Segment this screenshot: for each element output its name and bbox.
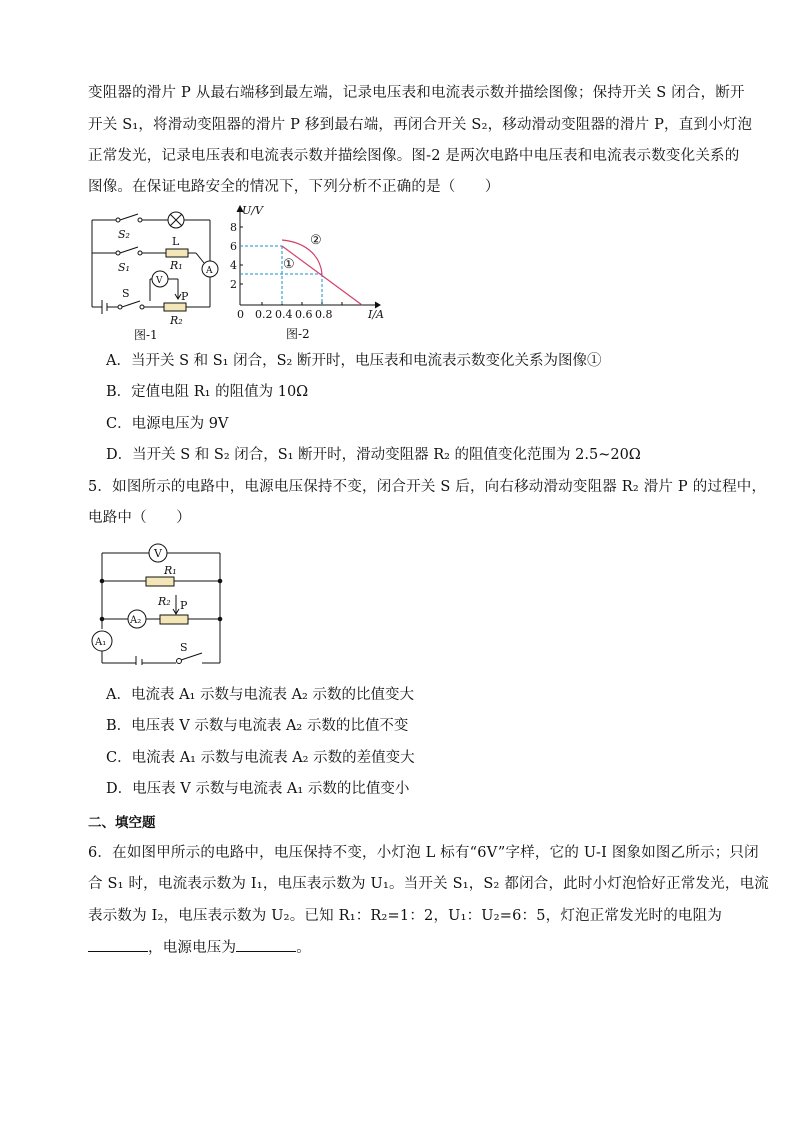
label-l: L xyxy=(172,235,180,248)
curve-2-label: ② xyxy=(310,233,322,248)
ylabel: U/V xyxy=(242,204,263,217)
xtick-0-2: 0.2 xyxy=(255,308,273,321)
q4-option-c: C．电源电压为 9V xyxy=(106,416,229,432)
answer-blank-voltage[interactable] xyxy=(236,937,296,952)
q4-option-b: B．定值电阻 R₁ 的阻值为 10Ω xyxy=(106,384,309,400)
xtick-0-8: 0.8 xyxy=(315,308,333,321)
q4-ui-graph xyxy=(228,200,398,345)
label-voltmeter: V xyxy=(156,276,163,286)
label-p: P xyxy=(181,290,189,303)
answer-blank-resistance[interactable] xyxy=(88,937,148,952)
label-r1: R₁ xyxy=(170,259,183,272)
xtick-0-6: 0.6 xyxy=(295,308,313,321)
label-s2: S₂ xyxy=(118,228,130,241)
q5-label-a2: A₂ xyxy=(130,615,142,626)
section-heading-fill-in: 二、填空题 xyxy=(88,815,156,831)
fig1-caption: 图-1 xyxy=(134,328,158,342)
fig2-caption: 图-2 xyxy=(286,327,310,341)
q6-line4-mid: ，电源电压为 xyxy=(148,940,237,956)
q5-label-v: V xyxy=(154,547,162,560)
label-r2: R₂ xyxy=(170,314,183,327)
q4-text-line-2: 开关 S₁，将滑动变阻器的滑片 P 移到最右端，再闭合开关 S₂，移动滑动变阻器的滑片 P，直到小灯泡 xyxy=(88,117,753,133)
q4-circuit-figure xyxy=(88,205,228,345)
q4-option-a: A．当开关 S 和 S₁ 闭合，S₂ 断开时，电压表和电流表示数变化关系为图像① xyxy=(106,353,602,369)
q5-option-c: C．电流表 A₁ 示数与电流表 A₂ 示数的差值变大 xyxy=(106,750,415,766)
q4-text-line-1: 变阻器的滑片 P 从最右端移到最左端，记录电压表和电流表示数并描绘图像；保持开关 S 闭合，断开 xyxy=(88,85,745,101)
q5-text-line-1: 5．如图所示的电路中，电源电压保持不变，闭合开关 S 后，向右移动滑动变阻器 R₂ 滑片 P 的过程中， xyxy=(88,479,767,495)
ytick-6: 6 xyxy=(230,240,237,253)
label-s: S xyxy=(122,287,130,300)
q5-option-a: A．电流表 A₁ 示数与电流表 A₂ 示数的比值变大 xyxy=(106,687,414,703)
q5-label-a1: A₁ xyxy=(95,637,107,648)
q6-line4-end: 。 xyxy=(296,940,311,956)
q5-option-d: D．电压表 V 示数与电流表 A₁ 示数的比值变小 xyxy=(106,781,410,797)
xlabel: I/A xyxy=(368,308,384,321)
q5-label-r2: R₂ xyxy=(158,595,171,608)
curve-1-label: ① xyxy=(283,257,295,272)
xtick-0: 0 xyxy=(237,308,244,321)
q5-circuit-figure xyxy=(88,535,228,665)
q5-label-s: S xyxy=(180,641,188,654)
ytick-8: 8 xyxy=(230,221,237,234)
q4-text-line-4: 图像。在保证电路安全的情况下，下列分析不正确的是（ ） xyxy=(88,179,500,195)
label-ammeter: A xyxy=(206,266,213,276)
label-s1: S₁ xyxy=(118,261,130,274)
ytick-2: 2 xyxy=(230,278,237,291)
xtick-0-4: 0.4 xyxy=(275,308,293,321)
q6-text-line-4 xyxy=(88,937,311,958)
ytick-4: 4 xyxy=(230,259,237,272)
q4-text-line-3: 正常发光，记录电压表和电流表示数并描绘图像。图-2 是两次电路中电压表和电流表示数变化关系的 xyxy=(88,148,740,164)
q5-text-line-2: 电路中（ ） xyxy=(88,510,191,526)
q6-text-line-3: 表示数为 I₂，电压表示数为 U₂。已知 R₁：R₂=1：2，U₁：U₂=6：5，灯泡正常发光时的电阻为 xyxy=(88,908,723,924)
q5-label-p: P xyxy=(180,599,188,612)
q6-text-line-1: 6．在如图甲所示的电路中，电压保持不变，小灯泡 L 标有“6V”字样，它的 U-I 图象如图乙所示；只闭 xyxy=(88,845,759,861)
q6-text-line-2: 合 S₁ 时，电流表示数为 I₁，电压表示数为 U₁。当开关 S₁，S₂ 都闭合，此时小灯泡恰好正常发光，电流 xyxy=(88,876,769,892)
q5-option-b: B．电压表 V 示数与电流表 A₂ 示数的比值不变 xyxy=(106,718,409,734)
q5-label-r1: R₁ xyxy=(164,564,177,577)
q4-option-d: D．当开关 S 和 S₂ 闭合，S₁ 断开时，滑动变阻器 R₂ 的阻值变化范围为 2.5~20Ω xyxy=(106,447,641,463)
